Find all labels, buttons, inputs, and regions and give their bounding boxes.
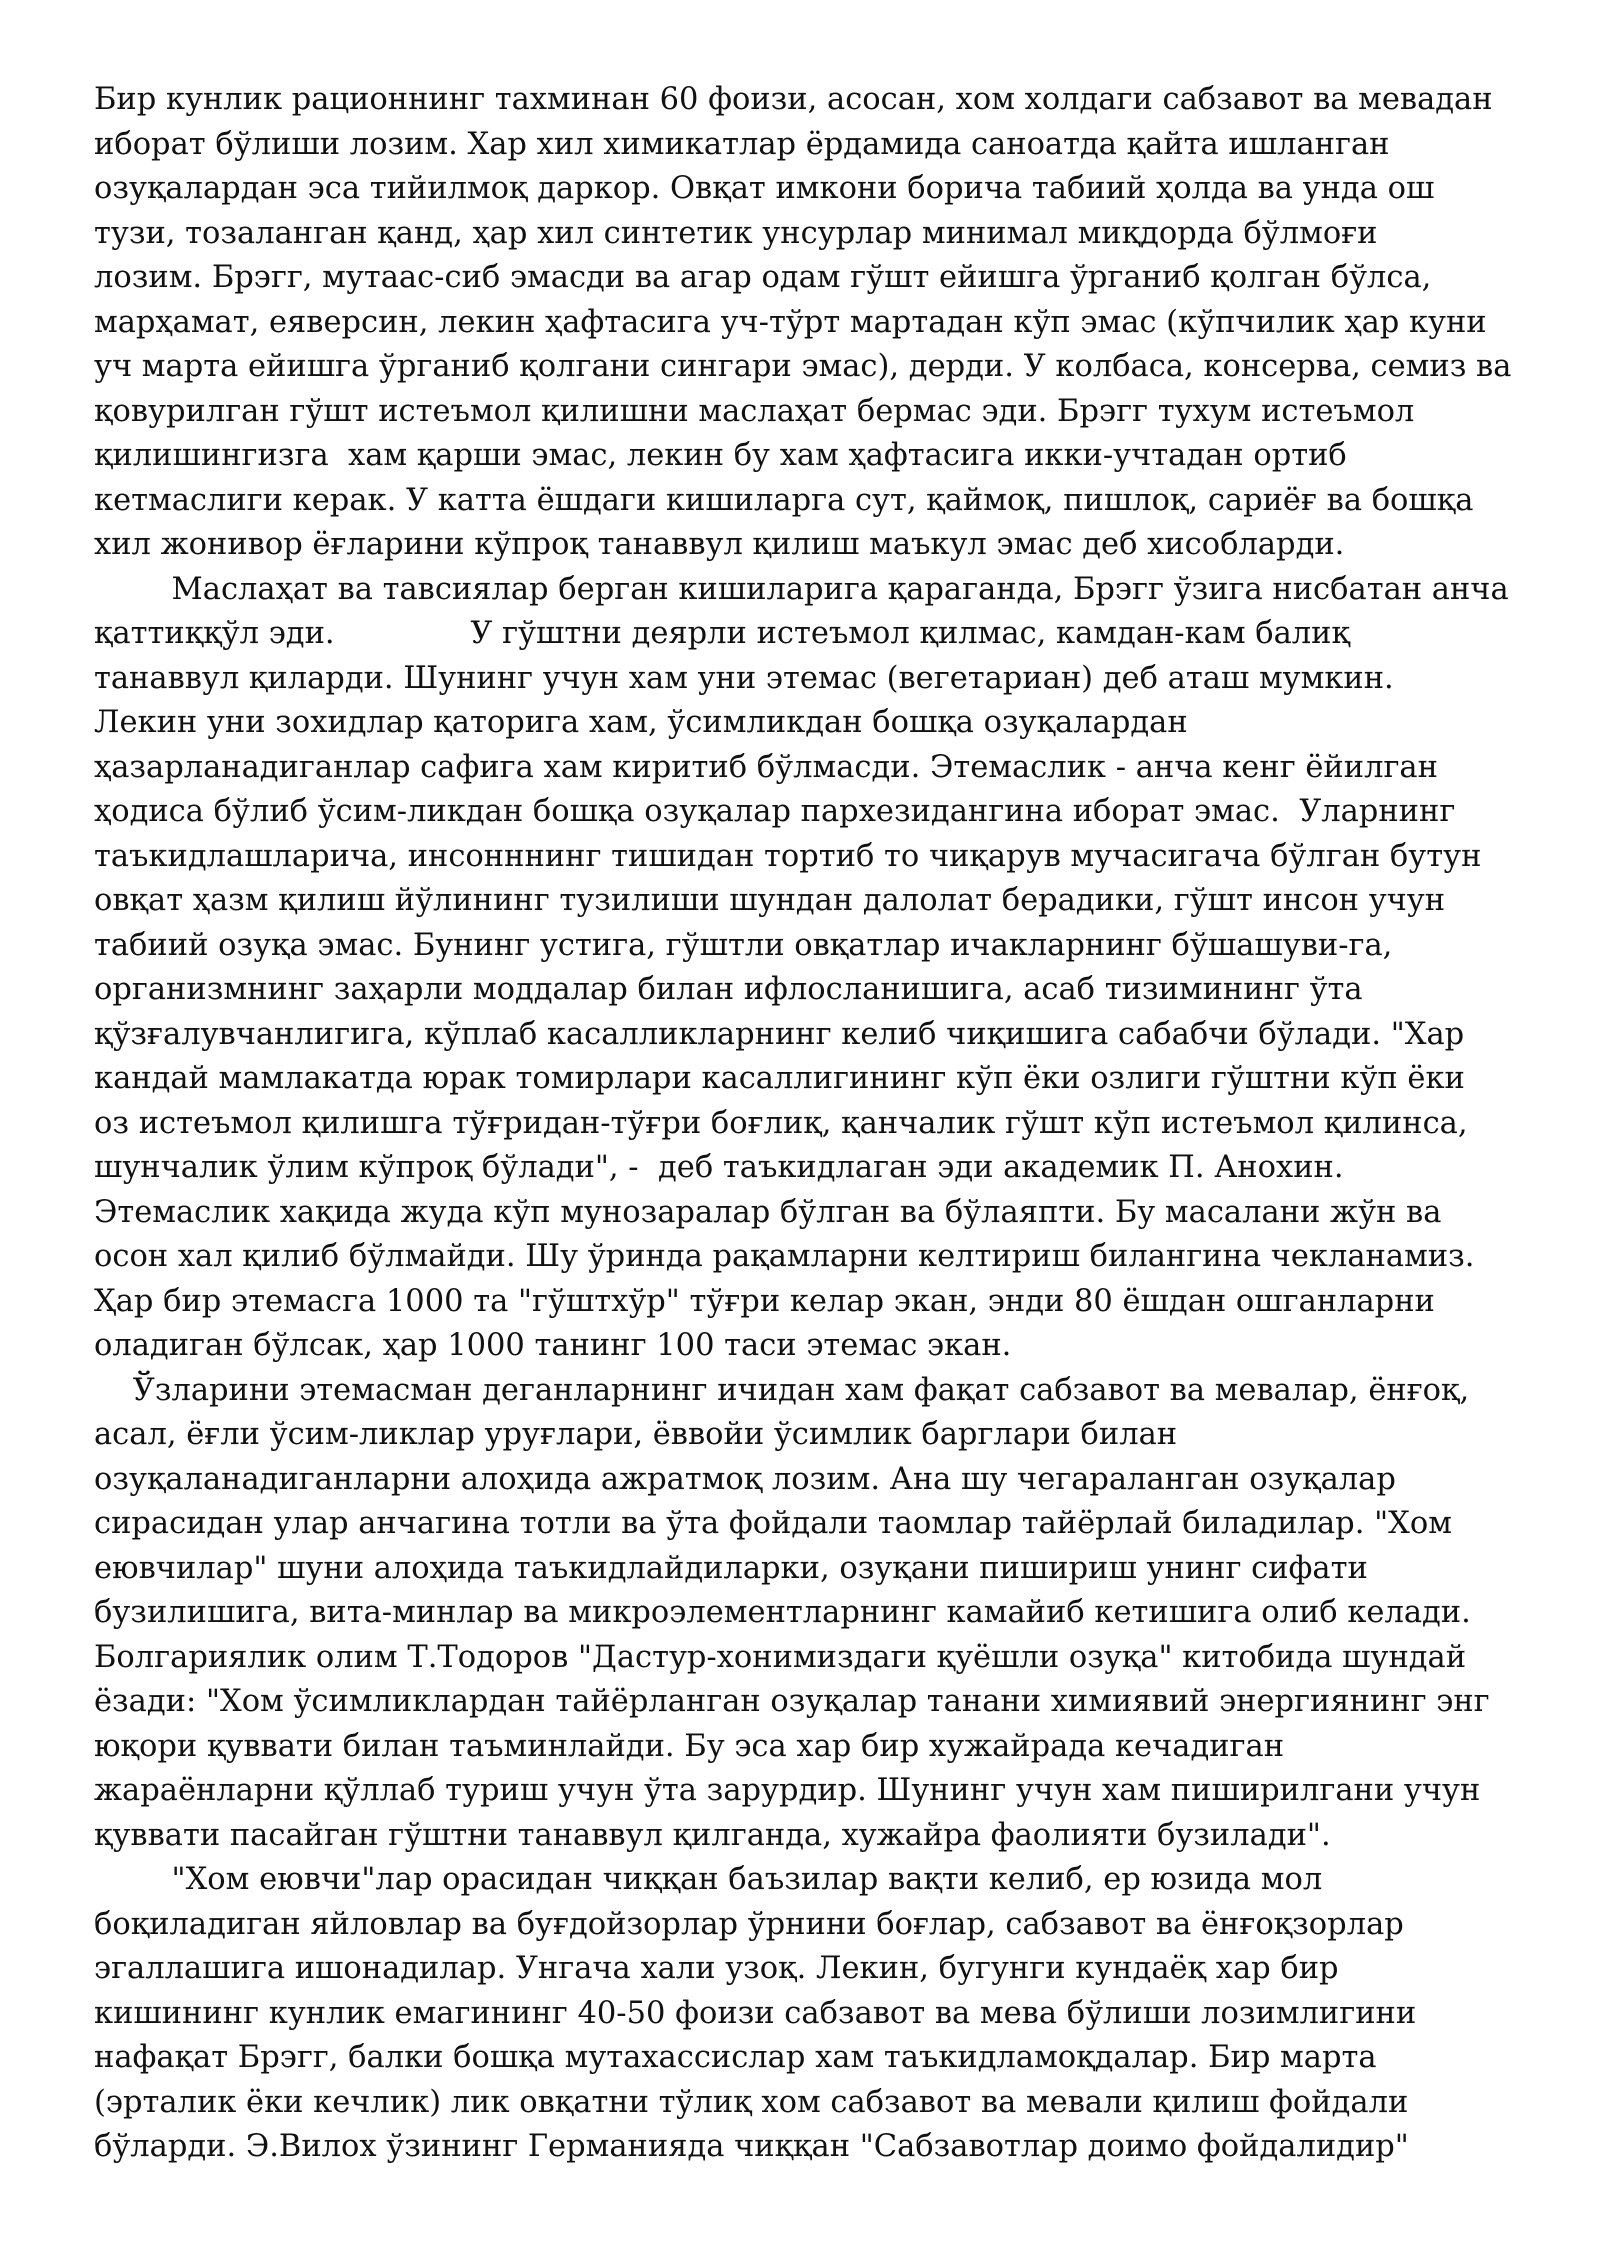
- text-line: шунчалик ўлим кўпроқ бўлади", - деб таъкидлаган эди академик П. Анохин.: [94, 1150, 1344, 1185]
- text-line: еювчилар" шуни алоҳида таъкидлайдиларки, озуқани пишириш унинг сифати: [94, 1550, 1368, 1586]
- text-line: оладиган бўлсак, ҳар 1000 танинг 100 таси этемас экан.: [94, 1328, 1012, 1363]
- text-line: "Хом еювчи"лар орасидан чиққан баъзилар вақти келиб, ер юзида мол: [94, 1862, 1323, 1897]
- text-line: қўзғалувчанлигига, кўплаб касалликларнинг келиб чиқишига сабабчи бўлади. "Хар: [94, 1016, 1465, 1052]
- text-line: қилишингизга хам қарши эмас, лекин бу хам ҳафтасига икки-учтадан ортиб: [94, 438, 1347, 473]
- document-body: [94, 78, 1520, 2170]
- text-line: оз истеъмол қилишга тўғридан-тўғри боғлиқ, қанчалик гўшт кўп истеъмол қилинса,: [94, 1105, 1468, 1141]
- text-line: осон хал қилиб бўлмайди. Шу ўринда рақамларни келтириш билангина чекланамиз.: [94, 1239, 1475, 1274]
- text-line: Лекин уни зохидлар қаторига хам, ўсимликдан бошқа озуқалардан: [94, 705, 1188, 740]
- text-line: организмнинг заҳарли моддалар билан ифлосланишига, асаб тизимининг ўта: [94, 972, 1363, 1007]
- text-line: кетмаслиги керак. У катта ёшдаги кишиларга сут, қаймоқ, пишлоқ, сариёғ ва бошқа: [94, 482, 1474, 518]
- text-line: боқиладиган яйловлар ва буғдойзорлар ўрнини боғлар, сабзавот ва ёнғоқзорлар: [94, 1906, 1404, 1942]
- text-line: қовурилган гўшт истеъмол қилишни маслаҳат бермас эди. Брэгг тухум истеъмол: [94, 393, 1415, 429]
- text-line: қаттиққўл эди. У гўштни деярли истеъмол қилмас, камдан-кам балиқ: [94, 616, 1350, 651]
- text-line: юқори қуввати билан таъминлайди. Бу эса хар бир хужайрада кечадиган: [94, 1728, 1285, 1764]
- text-line: Этемаслик хақида жуда кўп мунозаралар бўлган ва бўлаяпти. Бу масалани жўн ва: [94, 1194, 1442, 1230]
- text-line: Ўзларини этемасман деганларнинг ичидан хам фақат сабзавот ва мевалар, ёнғоқ,: [94, 1372, 1470, 1408]
- text-line: лозим. Брэгг, мутаас-сиб эмасди ва агар одам гўшт ейишга ўрганиб қолган бўлса,: [94, 260, 1432, 295]
- text-line: қуввати пасайган гўштни танаввул қилганда, хужайра фаолияти бузилади".: [94, 1817, 1331, 1853]
- text-line: ҳодиса бўлиб ўсим-ликдан бошқа озуқалар пархезидангина иборат эмас. Уларнинг: [94, 794, 1456, 829]
- text-line: ҳазарланадиганлар сафига хам киритиб бўлмасди. Этемаслик - анча кенг ёйилган: [94, 749, 1438, 785]
- text-line: Маслаҳат ва тавсиялар берган кишиларига қараганда, Брэгг ўзига нисбатан анча: [94, 571, 1509, 607]
- text-line: нафақат Брэгг, балки бошқа мутахассислар хам таъкидламоқдалар. Бир марта: [94, 2040, 1377, 2075]
- text-line: (эрталик ёки кечлик) лик овқатни тўлиқ хом сабзавот ва мевали қилиш фойдали: [94, 2084, 1409, 2120]
- text-line: уч марта ейишга ўрганиб қолгани сингари эмас), дерди. У колбаса, консерва, семиз ва: [94, 349, 1512, 384]
- text-line: табиий озуқа эмас. Бунинг устига, гўштли овқатлар ичакларнинг бўшашуви-га,: [94, 927, 1393, 963]
- text-line: бўларди. Э.Вилох ўзининг Германияда чиққан "Сабзавотлар доимо фойдалидир": [94, 2129, 1409, 2164]
- text-line: озуқаланадиганларни алоҳида ажратмоқ лозим. Ана шу чегараланган озуқалар: [94, 1461, 1396, 1497]
- text-line: хил жонивор ёғларини кўпроқ танаввул қилиш маъкул эмас деб хисобларди.: [94, 527, 1345, 562]
- text-line: кандай мамлакатда юрак томирлари касаллигининг кўп ёки озлиги гўштни кўп ёки: [94, 1061, 1465, 1096]
- text-line: сирасидан улар анчагина тотли ва ўта фойдали таомлар тайёрлай биладилар. "Хом: [94, 1506, 1452, 1541]
- text-line: кишининг кунлик емагининг 40-50 фоизи сабзавот ва мева бўлиши лозимлигини: [94, 1995, 1417, 2031]
- text-line: овқат ҳазм қилиш йўлининг тузилиши шундан далолат берадики, гўшт инсон учун: [94, 883, 1446, 918]
- text-line: тузи, тозаланган қанд, ҳар хил синтетик унсурлар минимал миқдорда бўлмоғи: [94, 215, 1378, 251]
- text-line: танаввул қиларди. Шунинг учун хам уни этемас (вегетариан) деб аташ мумкин.: [94, 660, 1394, 696]
- text-line: асал, ёғли ўсим-ликлар уруғлари, ёввойи ўсимлик барглари билан: [94, 1417, 1178, 1452]
- text-line: таъкидлашларича, инсонннинг тишидан тортиб то чиқарув мучасигача бўлган бутун: [94, 838, 1482, 874]
- text-line: бузилишига, вита-минлар ва микроэлементларнинг камайиб кетишига олиб келади.: [94, 1595, 1471, 1630]
- text-line: озуқалардан эса тийилмоқ даркор. Овқат имкони борича табиий ҳолда ва унда ош: [94, 171, 1435, 206]
- text-line: Ҳар бир этемасга 1000 та "гўштхўр" тўғри келар экан, энди 80 ёшдан ошганларни: [94, 1283, 1435, 1319]
- text-line: иборат бўлиши лозим. Хар хил химикатлар ёрдамида саноатда қайта ишланган: [94, 126, 1390, 162]
- text-line: Бир кунлик рационнинг тахминан 60 фоизи, асосан, хом холдаги сабзавот ва мевадан: [94, 82, 1493, 117]
- text-line: Болгариялик олим Т.Тодоров "Дастур-хонимиздаги қуёшли озуқа" китобида шундай: [94, 1639, 1467, 1675]
- text-line: эгаллашига ишонадилар. Унгача хали узоқ. Лекин, бугунги кундаёқ хар бир: [94, 1951, 1339, 1986]
- text-line: жараёнларни қўллаб туриш учун ўта зарурдир. Шунинг учун хам пиширилгани учун: [94, 1773, 1481, 1808]
- text-line: ёзади: "Хом ўсимликлардан тайёрланган озуқалар танани химиявий энергиянинг энг: [94, 1684, 1490, 1719]
- text-line: марҳамат, еяверсин, лекин ҳафтасига уч-тўрт мартадан кўп эмас (кўпчилик ҳар куни: [94, 304, 1487, 340]
